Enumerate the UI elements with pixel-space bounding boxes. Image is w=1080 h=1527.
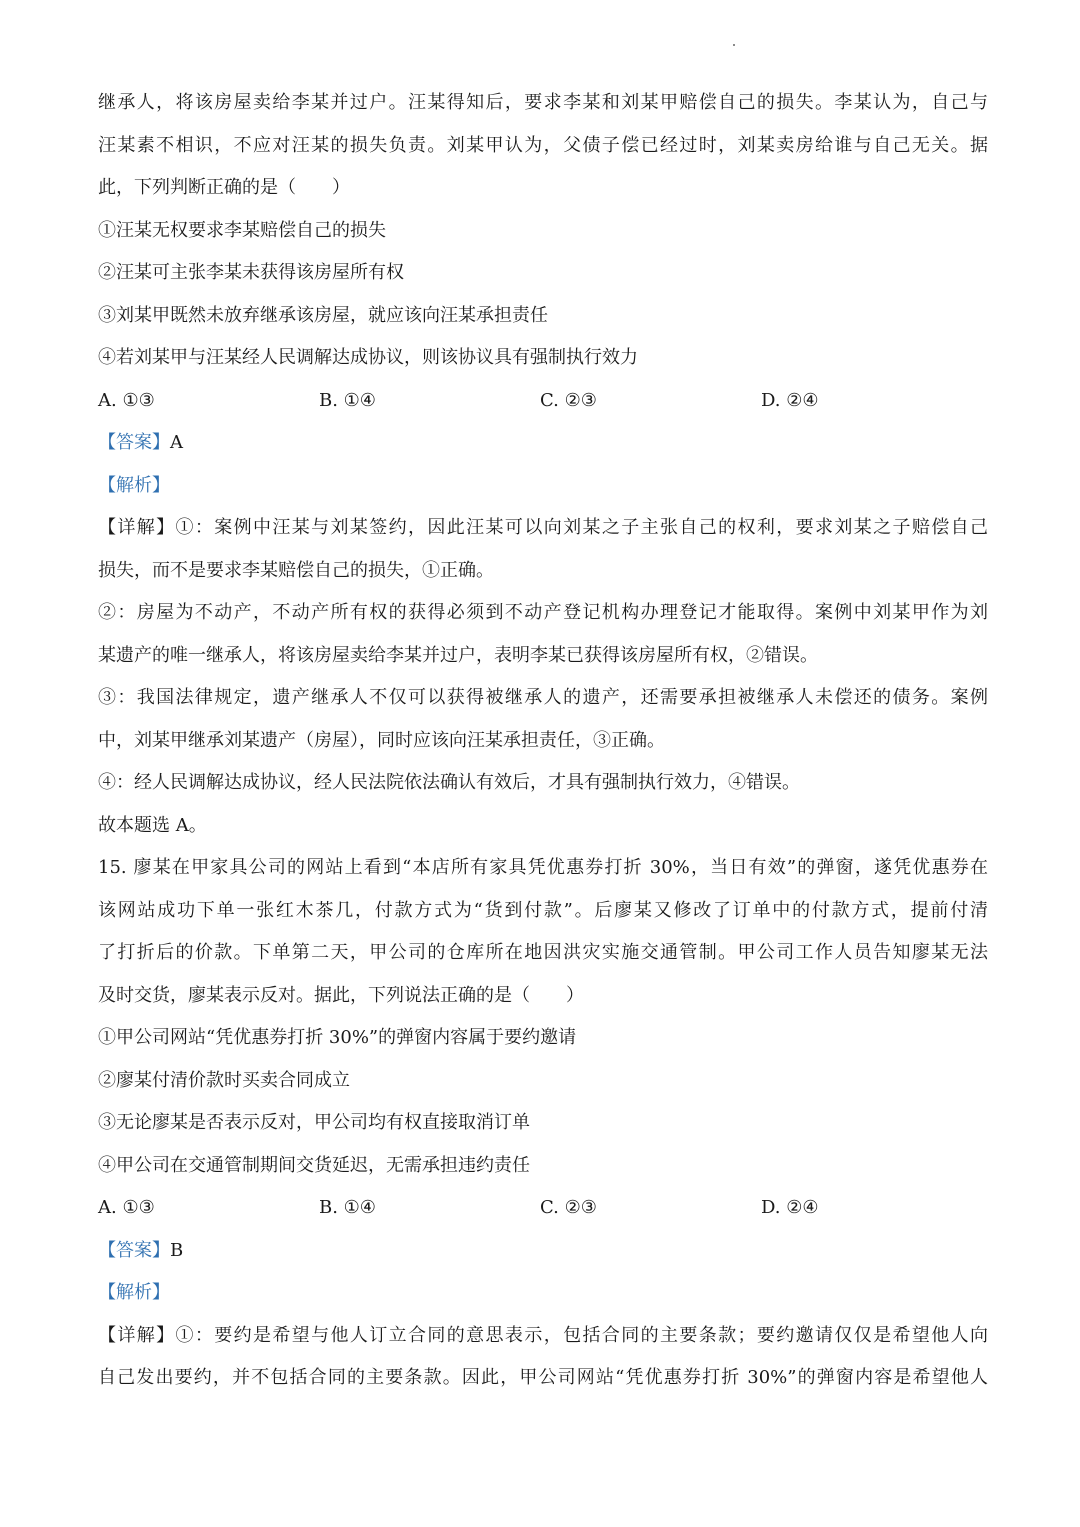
detail-text: ①：要约是希望与他人订立合同的意思表示，包括合同的主要条款；要约邀请仅仅是希望他人向 [175, 1324, 988, 1346]
q15-detail-line [98, 1315, 988, 1358]
q15-option-c: C. ②③ [540, 1197, 597, 1218]
answer-value: A [170, 432, 183, 453]
q14-detail-line: 某遗产的唯一继承人，将该房屋卖给李某并过户，表明李某已获得该房屋所有权，②错误。 [98, 644, 818, 666]
q15-option-d: D. ②④ [761, 1197, 819, 1218]
detail-tag: 【详解】 [98, 1324, 176, 1346]
q15-statement: ①甲公司网站“凭优惠券打折 30%”的弹窗内容属于要约邀请 [98, 1027, 577, 1048]
q14-statement: ②汪某可主张李某未获得该房屋所有权 [98, 262, 404, 283]
q14-stem-line: 此，下列判断正确的是（ ） [98, 177, 350, 198]
q14-statement: ①汪某无权要求李某赔偿自己的损失 [98, 219, 386, 241]
q15-option-b: B. ①④ [319, 1197, 376, 1218]
q15-options [98, 1187, 988, 1230]
q14-option-a: A. ①③ [98, 389, 155, 411]
q14-option-c: C. ②③ [540, 389, 597, 411]
q14-stem-line: 继承人，将该房屋卖给李某并过户。汪某得知后，要求李某和刘某甲赔偿自己的损失。李某认为，自己与 [98, 92, 988, 113]
analysis-tag: 【解析】 [98, 1282, 170, 1303]
q14-stem-line: 汪某素不相识，不应对汪某的损失负责。刘某甲认为，父债子偿已经过时，刘某卖房给谁与自己无关。据 [98, 134, 988, 156]
q14-detail-line: ④：经人民调解达成协议，经人民法院依法确认有效后，才具有强制执行效力，④错误。 [98, 772, 800, 793]
detail-tag: 【详解】 [98, 517, 176, 538]
q15-answer [98, 1230, 988, 1273]
document-content [98, 82, 988, 1400]
answer-tag: 【答案】 [98, 1239, 170, 1261]
q15-stem-line: 该网站成功下单一张红木茶几，付款方式为“货到付款”。后廖某又修改了订单中的付款方式，提前付清 [98, 899, 988, 921]
q15-analysis [98, 1272, 988, 1315]
q15-stem-line: 15. 廖某在甲家具公司的网站上看到“本店所有家具凭优惠券打折 30%，当日有效”的弹窗，遂凭优惠券在 [98, 857, 988, 878]
q14-detail-line: ③：我国法律规定，遗产继承人不仅可以获得被继承人的遗产，还需要承担被继承人未偿还的债务。案例 [98, 687, 988, 708]
q14-detail-line [98, 507, 988, 550]
q15-stem-line: 了打折后的价款。下单第二天，甲公司的仓库所在地因洪灾实施交通管制。甲公司工作人员告知廖某无法 [98, 942, 988, 963]
q15-detail-line: 自己发出要约，并不包括合同的主要条款。因此，甲公司网站“凭优惠券打折 30%”的弹窗内容是希望他人 [98, 1367, 988, 1388]
q14-detail-line: 损失，而不是要求李某赔偿自己的损失，①正确。 [98, 559, 494, 581]
q14-detail-line: ②：房屋为不动产，不动产所有权的获得必须到不动产登记机构办理登记才能取得。案例中刘某甲作为刘 [98, 602, 988, 623]
page-mark [733, 44, 735, 46]
q14-option-d: D. ②④ [761, 389, 819, 411]
q14-options [98, 380, 988, 423]
q14-detail-line: 中，刘某甲继承刘某遗产（房屋），同时应该向汪某承担责任，③正确。 [98, 729, 665, 751]
q14-option-b: B. ①④ [319, 389, 376, 411]
answer-value: B [170, 1239, 184, 1261]
q15-statement: ④甲公司在交通管制期间交货延迟，无需承担违约责任 [98, 1154, 530, 1176]
analysis-tag: 【解析】 [98, 474, 170, 496]
q14-conclusion: 故本题选 A。 [98, 814, 207, 836]
q14-answer [98, 422, 988, 465]
q14-statement: ④若刘某甲与汪某经人民调解达成协议，则该协议具有强制执行效力 [98, 347, 638, 368]
q14-analysis [98, 465, 988, 508]
q15-statement: ③无论廖某是否表示反对，甲公司均有权直接取消订单 [98, 1112, 530, 1133]
detail-text: ①：案例中汪某与刘某签约，因此汪某可以向刘某之子主张自己的权利，要求刘某之子赔偿自己 [175, 517, 988, 538]
q15-stem-line: 及时交货，廖某表示反对。据此，下列说法正确的是（ ） [98, 984, 584, 1006]
q15-option-a: A. ①③ [98, 1197, 155, 1218]
answer-tag: 【答案】 [98, 432, 170, 453]
q14-statement: ③刘某甲既然未放弃继承该房屋，就应该向汪某承担责任 [98, 304, 548, 326]
q15-statement: ②廖某付清价款时买卖合同成立 [98, 1069, 350, 1091]
